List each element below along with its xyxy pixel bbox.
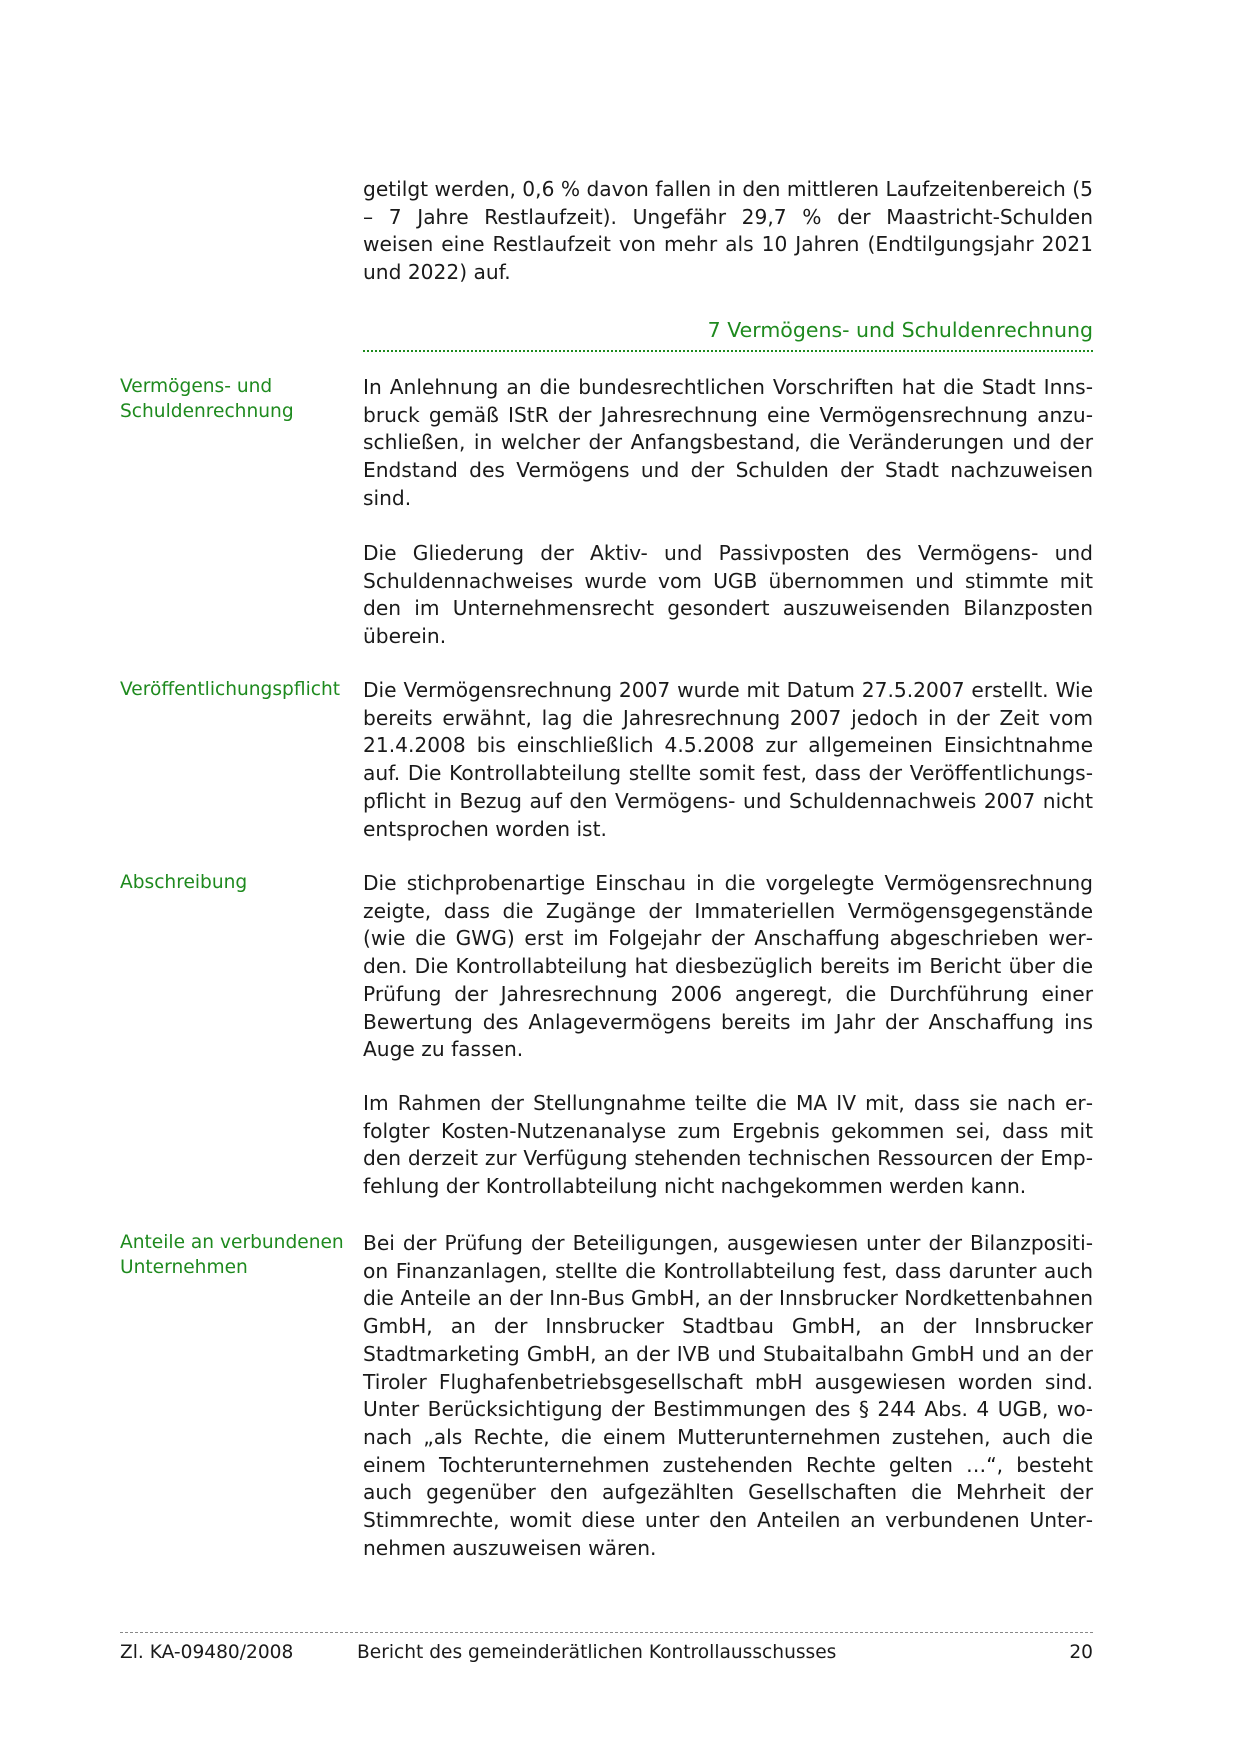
section-divider <box>363 350 1093 352</box>
page-number: 20 <box>1069 1642 1093 1663</box>
section-heading: 7 Vermögens- und Schuldenrechnung <box>707 318 1093 342</box>
margin-note-anteile: Anteile an verbundenen Unternehmen <box>120 1232 344 1278</box>
margin-note-vermoegen: Vermögens- und Schuldenrechnung <box>120 376 294 422</box>
footer-reference: Zl. KA-09480/2008 <box>120 1642 294 1663</box>
paragraph-abschreibung-2: Im Rahmen der Stellungnahme teilte die MA IV mit, dass sie nach erfolgter Kosten-Nutzenanalyse zum Ergebnis gekommen sei, dass mit den derzeit zur Verfügung stehenden technischen Ressourcen der Empfehlung der Kontrollabteilung nicht nachgekommen werden kann. <box>363 1091 1093 1199</box>
footer-title: Bericht des gemeinderätlichen Kontrollausschusses <box>357 1642 837 1663</box>
paragraph-anteile: Bei der Prüfung der Beteiligungen, ausgewiesen unter der Bilanzposition Finanzanlagen, stellte die Kontrollabteilung fest, dass darunter auch die Anteile an der Inn-Bus GmbH, an der Innsbrucker Nordkettenbahnen GmbH, an der Innsbrucker Stadtbau GmbH, an der Innsbrucker Stadtmarketing GmbH, an der IVB und Stubaitalbahn GmbH und an der Tiroler Flughafenbetriebsgesellschaft mbH ausgewiesen worden sind. Unter Berücksichtigung der Bestimmungen des § 244 Abs. 4 UGB, wonach „als Rechte, die einem Mutterunternehmen zustehen, auch die einem Tochterunternehmen zustehenden Rechte gelten …“, besteht auch gegenüber den aufgezählten Gesellschaften die Mehrheit der Stimmrechte, womit diese unter den Anteilen an verbundenen Unternehmen auszuweisen wären. <box>363 1231 1093 1560</box>
paragraph-intro: getilgt werden, 0,6 % davon fallen in den mittleren Laufzeitenbereich (5 – 7 Jahre Restlaufzeit). Ungefähr 29,7 % der Maastricht-Schulden weisen eine Restlaufzeit von mehr als 10 Jahren (Endtilgungsjahr 2021 und 2022) auf. <box>363 177 1093 285</box>
paragraph-abschreibung-1: Die stichprobenartige Einschau in die vorgelegte Vermögensrechnung zeigte, dass die Zugänge der Immateriellen Vermögensgegenstände (wie die GWG) erst im Folgejahr der Anschaffung abgeschrieben werden. Die Kontrollabteilung hat diesbezüglich bereits im Bericht über die Prüfung der Jahresrechnung 2006 angeregt, die Durchführung einer Bewertung des Anlagevermögens bereits im Jahr der Anschaffung ins Auge zu fassen. <box>363 871 1093 1062</box>
footer-divider <box>120 1632 1093 1633</box>
paragraph-vermoegen-2: Die Gliederung der Aktiv- und Passivposten des Vermögens- und Schuldennachweises wurde vom UGB übernommen und stimmte mit den im Unternehmensrecht gesondert auszuweisenden Bilanzposten überein. <box>363 541 1093 649</box>
margin-note-veroeffentlichung: Veröffentlichungspflicht <box>120 679 341 700</box>
margin-note-abschreibung: Abschreibung <box>120 872 248 893</box>
paragraph-vermoegen-1: In Anlehnung an die bundesrechtlichen Vorschriften hat die Stadt Innsbruck gemäß IStR der Jahresrechnung eine Vermögensrechnung anzuschließen, in welcher der Anfangsbestand, die Veränderungen und der Endstand des Vermögens und der Schulden der Stadt nachzuweisen sind. <box>363 375 1093 510</box>
paragraph-veroeffentlichung: Die Vermögensrechnung 2007 wurde mit Datum 27.5.2007 erstellt. Wie bereits erwähnt, lag die Jahresrechnung 2007 jedoch in der Zeit vom 21.4.2008 bis einschließlich 4.5.2008 zur allgemeinen Einsichtnahme auf. Die Kontrollabteilung stellte somit fest, dass der Veröffentlichungspflicht in Bezug auf den Vermögens- und Schuldennachweis 2007 nicht entsprochen worden ist. <box>363 678 1093 841</box>
